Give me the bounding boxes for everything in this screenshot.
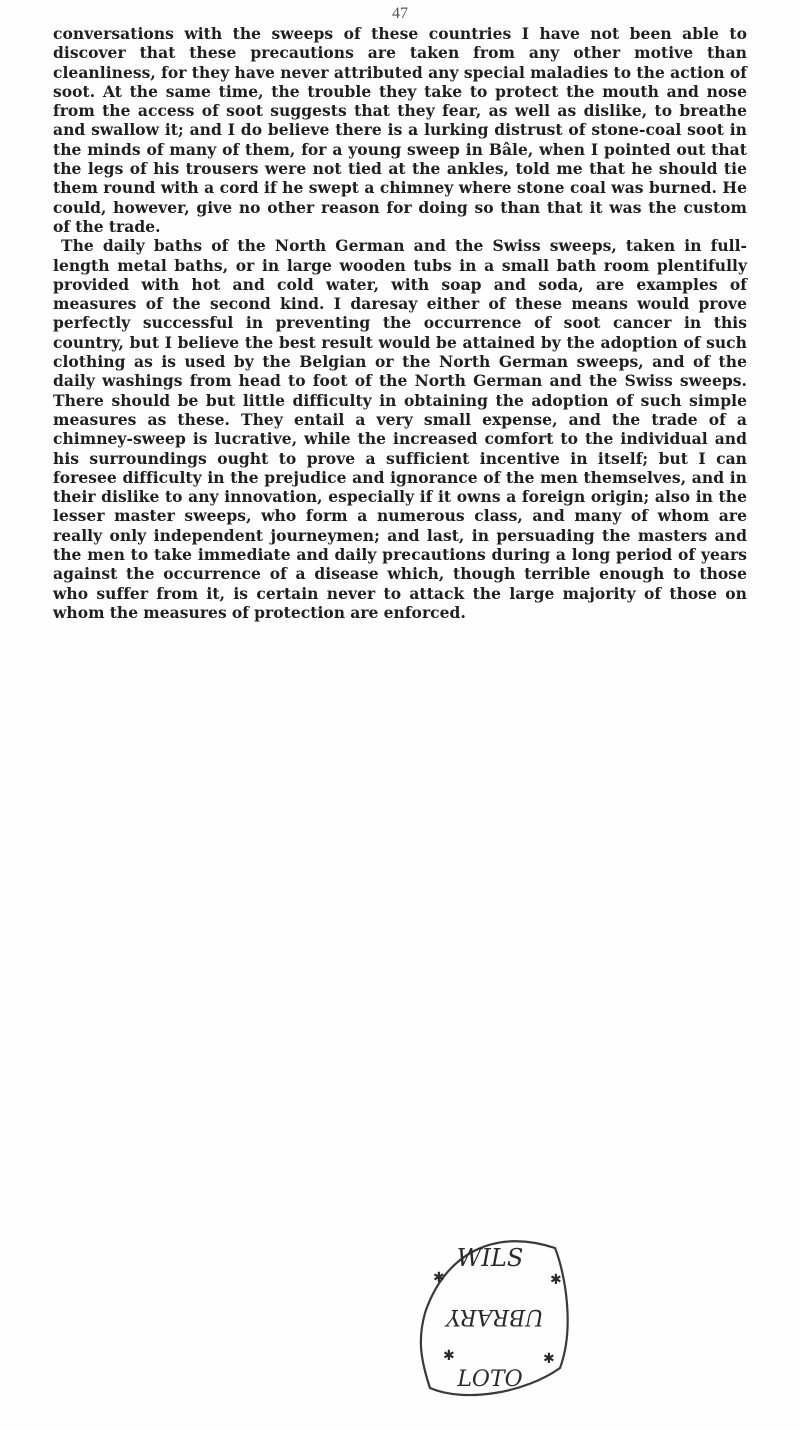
stamp-middle-text: UBRARY (446, 1304, 544, 1329)
stamp-bottom-text: LOTO (457, 1367, 523, 1392)
body-text (53, 24, 747, 622)
stamp-star-ornament: ✱ (543, 1351, 555, 1367)
paragraph-1: conversations with the sweeps of these countries I have not been able to discover that these precautions are taken from any other motive than cleanliness, for they have never attributed any special maladies to the action of soot. At the same time, the trouble they take to protect the mouth and nose from the access of soot suggests that they fear, as well as dislike, to breathe and swallow it; and I do believe there is a lurking distrust of stone-coal soot in the minds of many of them, for a young sweep in Bâle, when I pointed out that the legs of his trousers were not tied at the ankles, told me that he should tie them round with a cord if he swept a chimney where stone coal was burned. He could, however, give no other reason for doing so than that it was the custom of the trade. (53, 24, 747, 236)
stamp-star-ornament: ✱ (433, 1270, 445, 1286)
library-stamp (385, 1218, 595, 1418)
stamp-star-ornament: ✱ (443, 1348, 455, 1364)
stamp-star-ornament: ✱ (550, 1272, 562, 1288)
page-number: 47 (392, 5, 408, 22)
stamp-top-text: WILS (456, 1244, 524, 1272)
paragraph-2: The daily baths of the North German and the Swiss sweeps, taken in full-length metal baths, or in large wooden tubs in a small bath room plentifully provided with hot and cold water, with soap and soda, are examples of measures of the second kind. I daresay either of these means would prove perfectly successful in preventing the occurrence of soot cancer in this country, but I believe the best result would be attained by the adoption of such clothing as is used by the Belgian or the North German sweeps, and of the daily washings from head to foot of the North German and the Swiss sweeps. There should be but little difficulty in obtaining the adoption of such simple measures as these. They entail a very small expense, and the trade of a chimney-sweep is lucrative, while the increased comfort to the individual and his surroundings ought to prove a sufficient incentive in itself; but I can foresee difficulty in the prejudice and ignorance of the men themselves, and in their dislike to any innovation, especially if it owns a foreign origin; also in the lesser master sweeps, who form a numerous class, and many of whom are really only independent journeymen; and last, in persuading the masters and the men to take immediate and daily precautions during a long period of years against the occurrence of a disease which, though terrible enough to those who suffer from it, is certain never to attack the large majority of those on whom the measures of protection are enforced. (53, 236, 747, 622)
